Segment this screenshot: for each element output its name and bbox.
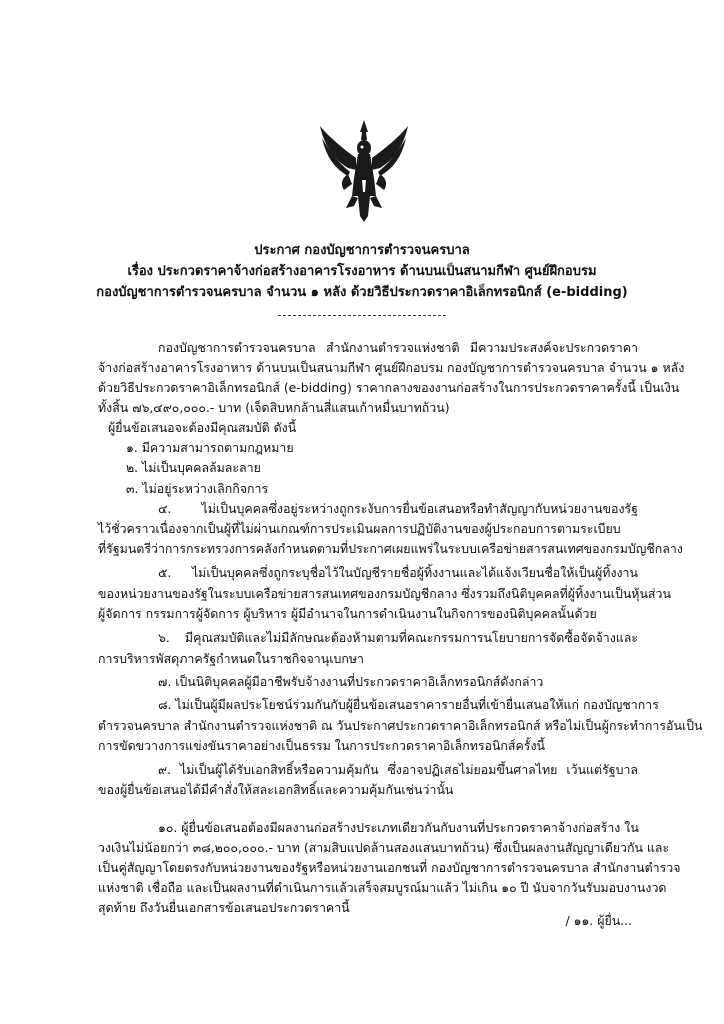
body-line: ไว้ชั่วคราวเนื่องจากเป็นผู้ที่ไม่ผ่านเกณฑ์การประเมินผลการปฏิบัติงานของผู้ประกอบการตามระเบียบ <box>98 521 621 536</box>
qualification-item: ๓. ไม่อยู่ระหว่างเลิกกิจการ <box>126 481 269 496</box>
body-line: การบริหารพัสดุภาครัฐกำหนดในราชกิจจานุเบกษา <box>98 651 364 666</box>
page-continuation: / ๑๑. ผู้ยื่น... <box>565 913 632 928</box>
announcement-title: ประกาศ กองบัญชาการตำรวจนครบาล <box>254 243 470 258</box>
announcement-subject-line-1: เรื่อง ประกวดราคาจ้างก่อสร้างอาคารโรงอาหาร ด้านบนเป็นสนามกีฬา ศูนย์ฝึกอบรม <box>127 264 597 279</box>
body-line: สุดท้าย ถึงวันยื่นเอกสารข้อเสนอประกวดราคานี้ <box>98 900 350 915</box>
qualification-item: ๙. ไม่เป็นผู้ได้รับเอกสิทธิ์หรือความคุ้มกัน ซึ่งอาจปฏิเสธไม่ยอมขึ้นศาลไทย เว้นแต่รัฐบาล <box>158 762 638 777</box>
qualification-item: ๒. ไม่เป็นบุคคลล้มละลาย <box>126 460 261 475</box>
body-line: ทั้งสิ้น ๗๖,๔๙๐,๐๐๐.- บาท (เจ็ดสิบหกล้านสี่แสนเก้าหมื่นบาทถ้วน) <box>98 400 450 415</box>
body-line: แห่งชาติ เชื่อถือ และเป็นผลงานที่ดำเนินการแล้วเสร็จสมบูรณ์มาแล้ว ไม่เกิน ๑๐ ปี นับจากวันรับมอบงานงวด <box>98 880 667 895</box>
announcement-subject-line-2: กองบัญชาการตำรวจนครบาล จำนวน ๑ หลัง ด้วยวิธีประกวดราคาอิเล็กทรอนิกส์ (e-bidding) <box>96 285 628 300</box>
qualification-item: ๕. ไม่เป็นบุคคลซึ่งถูกระบุชื่อไว้ในบัญชีรายชื่อผู้ทิ้งงานและได้แจ้งเวียนชื่อให้เป็นผู้ทิ้งงาน <box>158 565 638 580</box>
announcement-header <box>0 240 724 303</box>
garuda-emblem-icon <box>318 118 410 224</box>
body-line: กองบัญชาการตำรวจนครบาล สำนักงานตำรวจแห่งชาติ มีความประสงค์จะประกวดราคา <box>158 340 638 355</box>
qualification-item: ๘. ไม่เป็นผู้มีผลประโยชน์ร่วมกันกับผู้ยื่นข้อเสนอราคารายอื่นที่เข้ายื่นเสนอให้แก่ กองบัญชาการ <box>158 697 659 712</box>
qualification-item: ๑. มีความสามารถตามกฎหมาย <box>126 440 294 455</box>
qualification-item: ๑๐. ผู้ยื่นข้อเสนอต้องมีผลงานก่อสร้างประเภทเดียวกันกับงานที่ประกวดราคาจ้างก่อสร้าง ใน <box>158 820 639 835</box>
body-line: การขัดขวางการแข่งขันราคาอย่างเป็นธรรม ในการประกวดราคาอิเล็กทรอนิกส์ครั้งนี้ <box>98 738 545 753</box>
body-line: ที่รัฐมนตรีว่าการกระทรวงการคลังกำหนดตามที่ประกาศเผยแพร่ในระบบเครือข่ายสารสนเทศของกรมบัญชีกลาง <box>98 541 683 556</box>
body-line: ของหน่วยงานของรัฐในระบบเครือข่ายสารสนเทศของกรมบัญชีกลาง ซึ่งรวมถึงนิติบุคคลที่ผู้ทิ้งงานเป็นหุ้นส่วน <box>98 586 671 601</box>
body-line: จ้างก่อสร้างอาคารโรงอาหาร ด้านบนเป็นสนามกีฬา ศูนย์ฝึกอบรม กองบัญชาการตำรวจนครบาล จำนวน ๑ หลัง <box>98 360 685 375</box>
body-line: ผู้จัดการ กรรมการผู้จัดการ ผู้บริหาร ผู้มีอำนาจในการดำเนินงานในกิจการของนิติบุคคลนั้นด้วย <box>98 606 597 621</box>
qualification-item: ๖. มีคุณสมบัติและไม่มีลักษณะต้องห้ามตามที่คณะกรรมการนโยบายการจัดซื้อจัดจ้างและ <box>158 630 638 645</box>
body-line: ด้วยวิธีประกวดราคาอิเล็กทรอนิกส์ (e-bidding) ราคากลางของงานก่อสร้างในการประกวดราคาครั้งนี้ เป็นเงิน <box>98 380 680 395</box>
body-line: ตำรวจนครบาล สำนักงานตำรวจแห่งชาติ ณ วันประกาศประกวดราคาอิเล็กทรอนิกส์ หรือไม่เป็นผู้กระทำการอันเป็น <box>98 718 703 733</box>
body-line: ผู้ยื่นข้อเสนอจะต้องมีคุณสมบัติ ดังนี้ <box>108 420 297 435</box>
body-line: ของผู้ยื่นข้อเสนอได้มีคำสั่งให้สละเอกสิทธิ์และความคุ้มกันเช่นว่านั้น <box>98 782 454 797</box>
title-divider <box>278 315 446 316</box>
qualification-item: ๗. เป็นนิติบุคคลผู้มีอาชีพรับจ้างงานที่ประกวดราคาอิเล็กทรอนิกส์ดังกล่าว <box>158 674 544 689</box>
body-line: เป็นคู่สัญญาโดยตรงกับหน่วยงานของรัฐหรือหน่วยงานเอกชนที่ กองบัญชาการตำรวจนครบาล สำนักงานตำรวจ <box>98 860 681 875</box>
qualification-item: ๔. ไม่เป็นบุคคลซึ่งอยู่ระหว่างถูกระงับการยื่นข้อเสนอหรือทำสัญญากับหน่วยงานของรัฐ <box>158 501 638 516</box>
body-line: วงเงินไม่น้อยกว่า ๓๘,๒๐๐,๐๐๐.- บาท (สามสิบแปดล้านสองแสนบาทถ้วน) ซึ่งเป็นผลงานสัญญาเดียวกัน และ <box>98 840 670 855</box>
